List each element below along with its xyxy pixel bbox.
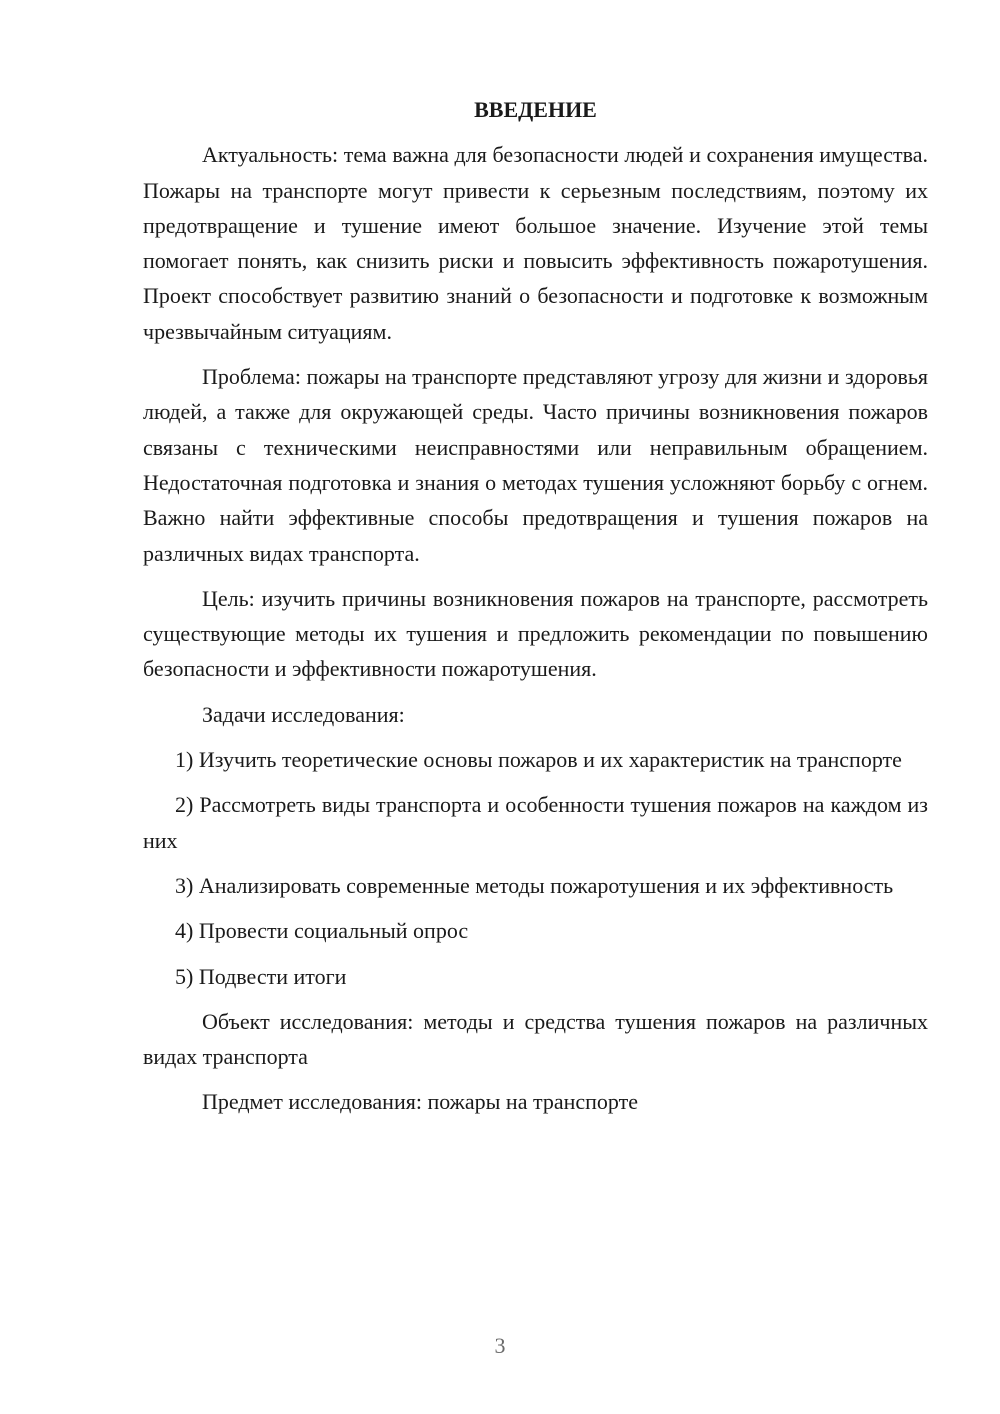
paragraph-relevance: Актуальность: тема важна для безопасности людей и сохранения имущества. Пожары на транспорте могут привести к серьезным последствиям, поэтому их предотвращение и тушение имеют большое значение. Изучение этой темы помогает понять, как снизить риски и повысить эффективность пожаротушения. Проект способствует развитию знаний о безопасности и подготовке к возможным чрезвычайным ситуациям. xyxy=(143,142,928,344)
page-number: 3 xyxy=(494,1333,506,1358)
document-page xyxy=(143,92,928,1130)
paragraph-goal: Цель: изучить причины возникновения пожаров на транспорте, рассмотреть существующие методы их тушения и предложить рекомендации по повышению безопасности и эффективности пожаротушения. xyxy=(143,585,928,682)
task-item-1: 1) Изучить теоретические основы пожаров и их характеристик на транспорте xyxy=(175,747,902,773)
task-item-5: 5) Подвести итоги xyxy=(175,963,347,989)
task-item-4: 4) Провести социальный опрос xyxy=(175,918,469,944)
paragraph-problem: Проблема: пожары на транспорте представляют угрозу для жизни и здоровья людей, а также для окружающей среды. Часто причины возникновения пожаров связаны с техническими неисправностями или неправильным обращением. Недостаточная подготовка и знания о методах тушения усложняют борьбу с огнем. Важно найти эффективные способы предотвращения и тушения пожаров на различных видах транспорта. xyxy=(143,364,928,566)
tasks-heading: Задачи исследования: xyxy=(202,701,405,727)
task-item-2: 2) Рассмотреть виды транспорта и особенности тушения пожаров на каждом из них xyxy=(143,792,928,853)
page-title: ВВЕДЕНИЕ xyxy=(474,97,597,122)
paragraph-object: Объект исследования: методы и средства тушения пожаров на различных видах транспорта xyxy=(143,1008,928,1070)
task-item-3: 3) Анализировать современные методы пожаротушения и их эффективность xyxy=(175,872,894,898)
paragraph-subject: Предмет исследования: пожары на транспорте xyxy=(202,1089,639,1115)
